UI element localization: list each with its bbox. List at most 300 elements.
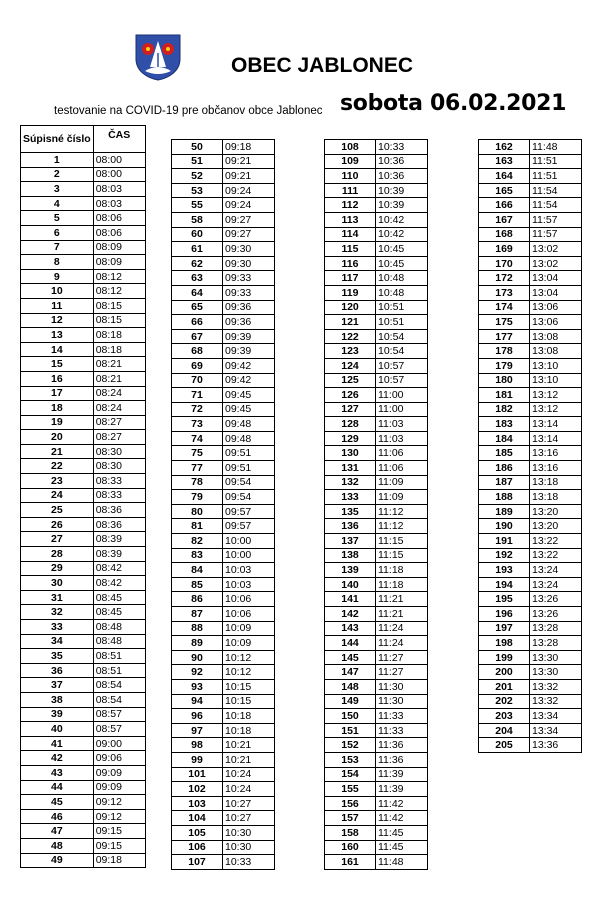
registry-number-cell: 72 xyxy=(172,402,223,417)
table-row xyxy=(479,636,582,651)
table-row xyxy=(172,548,275,563)
table-row xyxy=(479,285,582,300)
registry-number-cell: 101 xyxy=(172,767,223,782)
table-row xyxy=(479,417,582,432)
time-cell: 10:24 xyxy=(223,782,275,797)
registry-number-cell: 88 xyxy=(172,621,223,636)
table-row xyxy=(325,388,428,403)
table-row xyxy=(172,183,275,198)
table-row xyxy=(172,446,275,461)
registry-number-cell: 190 xyxy=(479,519,530,534)
table-row xyxy=(325,679,428,694)
registry-number-cell: 107 xyxy=(172,855,223,870)
table-row xyxy=(325,738,428,753)
table-row xyxy=(479,650,582,665)
table-row xyxy=(21,182,146,197)
time-cell: 13:32 xyxy=(530,694,582,709)
table-row xyxy=(172,607,275,622)
coat-of-arms-logo xyxy=(133,33,183,81)
time-cell: 10:09 xyxy=(223,621,275,636)
registry-number-cell: 71 xyxy=(172,388,223,403)
time-cell: 13:18 xyxy=(530,475,582,490)
table-row xyxy=(325,577,428,592)
table-row xyxy=(21,795,146,810)
registry-number-cell: 174 xyxy=(479,300,530,315)
time-cell: 11:33 xyxy=(376,709,428,724)
registry-number-cell: 186 xyxy=(479,461,530,476)
table-row xyxy=(172,271,275,286)
table-row xyxy=(479,242,582,257)
time-cell: 10:39 xyxy=(376,198,428,213)
registry-number-cell: 132 xyxy=(325,475,376,490)
table-row xyxy=(172,490,275,505)
table-row xyxy=(325,621,428,636)
table-row xyxy=(479,183,582,198)
table-row xyxy=(479,490,582,505)
time-cell: 13:06 xyxy=(530,300,582,315)
registry-number-cell: 93 xyxy=(172,679,223,694)
registry-number-cell: 32 xyxy=(21,605,94,620)
page-title: OBEC JABLONEC xyxy=(231,54,414,77)
registry-number-cell: 117 xyxy=(325,271,376,286)
table-row xyxy=(325,519,428,534)
registry-number-cell: 125 xyxy=(325,373,376,388)
registry-number-cell: 11 xyxy=(21,298,94,313)
table-row xyxy=(325,825,428,840)
registry-number-cell: 127 xyxy=(325,402,376,417)
table-row xyxy=(21,590,146,605)
time-cell: 09:51 xyxy=(223,446,275,461)
registry-number-cell: 90 xyxy=(172,650,223,665)
table-row xyxy=(21,298,146,313)
registry-number-cell: 154 xyxy=(325,767,376,782)
table-row xyxy=(172,140,275,155)
table-row xyxy=(479,402,582,417)
registry-number-cell: 175 xyxy=(479,315,530,330)
table-row xyxy=(172,825,275,840)
time-cell: 10:51 xyxy=(376,300,428,315)
time-cell: 13:26 xyxy=(530,592,582,607)
registry-number-cell: 153 xyxy=(325,752,376,767)
table-row xyxy=(325,840,428,855)
table-row xyxy=(479,723,582,738)
registry-number-cell: 65 xyxy=(172,300,223,315)
registry-number-cell: 89 xyxy=(172,636,223,651)
time-cell: 08:15 xyxy=(93,298,145,313)
time-cell: 10:45 xyxy=(376,256,428,271)
table-row xyxy=(172,592,275,607)
table-row xyxy=(325,140,428,155)
table-row xyxy=(325,373,428,388)
time-cell: 13:16 xyxy=(530,446,582,461)
table-row xyxy=(21,225,146,240)
table-row xyxy=(479,198,582,213)
table-row xyxy=(479,315,582,330)
registry-number-cell: 182 xyxy=(479,402,530,417)
registry-number-cell: 12 xyxy=(21,313,94,328)
time-cell: 09:36 xyxy=(223,300,275,315)
registry-number-cell: 43 xyxy=(21,765,94,780)
time-cell: 08:42 xyxy=(93,576,145,591)
table-row xyxy=(325,183,428,198)
registry-number-cell: 102 xyxy=(172,782,223,797)
table-row xyxy=(325,767,428,782)
time-cell: 08:45 xyxy=(93,605,145,620)
time-cell: 11:15 xyxy=(376,534,428,549)
table-row xyxy=(172,534,275,549)
table-row xyxy=(172,300,275,315)
table-row xyxy=(325,227,428,242)
time-cell: 09:57 xyxy=(223,504,275,519)
registry-number-cell: 184 xyxy=(479,431,530,446)
registry-number-cell: 48 xyxy=(21,838,94,853)
schedule-table-4 xyxy=(478,125,582,753)
registry-number-cell: 138 xyxy=(325,548,376,563)
registry-number-cell: 26 xyxy=(21,517,94,532)
table-row xyxy=(172,358,275,373)
registry-number-cell: 97 xyxy=(172,723,223,738)
registry-number-cell: 122 xyxy=(325,329,376,344)
table-row xyxy=(21,517,146,532)
time-cell: 11:12 xyxy=(376,504,428,519)
time-cell: 13:34 xyxy=(530,709,582,724)
registry-number-cell: 96 xyxy=(172,709,223,724)
time-cell: 09:30 xyxy=(223,242,275,257)
registry-number-cell: 5 xyxy=(21,211,94,226)
table-row xyxy=(21,269,146,284)
table-row xyxy=(172,461,275,476)
registry-number-cell: 92 xyxy=(172,665,223,680)
time-cell: 09:27 xyxy=(223,227,275,242)
table-row xyxy=(325,402,428,417)
registry-number-cell: 10 xyxy=(21,284,94,299)
time-cell: 08:24 xyxy=(93,401,145,416)
table-row xyxy=(21,284,146,299)
registry-number-cell: 23 xyxy=(21,474,94,489)
time-cell: 13:16 xyxy=(530,461,582,476)
time-cell: 09:57 xyxy=(223,519,275,534)
registry-number-cell: 110 xyxy=(325,169,376,184)
registry-number-cell: 123 xyxy=(325,344,376,359)
table-row xyxy=(325,607,428,622)
table-row xyxy=(479,665,582,680)
time-cell: 09:42 xyxy=(223,358,275,373)
registry-number-cell: 15 xyxy=(21,357,94,372)
time-cell: 10:00 xyxy=(223,534,275,549)
time-cell: 13:04 xyxy=(530,271,582,286)
table-row xyxy=(172,373,275,388)
time-cell: 11:45 xyxy=(376,840,428,855)
registry-number-cell: 66 xyxy=(172,315,223,330)
time-cell: 09:54 xyxy=(223,475,275,490)
time-cell: 08:21 xyxy=(93,371,145,386)
registry-number-cell: 38 xyxy=(21,692,94,707)
time-cell: 10:48 xyxy=(376,285,428,300)
registry-number-cell: 150 xyxy=(325,709,376,724)
table-row xyxy=(21,649,146,664)
registry-number-cell: 75 xyxy=(172,446,223,461)
time-cell: 11:00 xyxy=(376,388,428,403)
table-row xyxy=(172,169,275,184)
registry-number-cell: 45 xyxy=(21,795,94,810)
table-row xyxy=(479,212,582,227)
registry-number-cell: 19 xyxy=(21,415,94,430)
registry-number-cell: 164 xyxy=(479,169,530,184)
table-row xyxy=(325,548,428,563)
registry-number-cell: 81 xyxy=(172,519,223,534)
time-cell: 09:48 xyxy=(223,417,275,432)
registry-number-cell: 27 xyxy=(21,532,94,547)
registry-number-cell: 13 xyxy=(21,328,94,343)
table-row xyxy=(479,621,582,636)
registry-number-cell: 7 xyxy=(21,240,94,255)
table-row xyxy=(479,534,582,549)
table-row xyxy=(479,300,582,315)
registry-number-cell: 168 xyxy=(479,227,530,242)
time-cell: 10:54 xyxy=(376,329,428,344)
time-cell: 08:03 xyxy=(93,196,145,211)
registry-number-cell: 61 xyxy=(172,242,223,257)
registry-number-cell: 44 xyxy=(21,780,94,795)
registry-number-cell: 83 xyxy=(172,548,223,563)
time-cell: 08:09 xyxy=(93,240,145,255)
registry-number-cell: 14 xyxy=(21,342,94,357)
registry-number-cell: 1 xyxy=(21,153,94,168)
registry-number-cell: 145 xyxy=(325,650,376,665)
registry-number-cell: 3 xyxy=(21,182,94,197)
table-row xyxy=(479,169,582,184)
registry-number-cell: 144 xyxy=(325,636,376,651)
table-row xyxy=(21,474,146,489)
table-row xyxy=(21,503,146,518)
table-row xyxy=(21,240,146,255)
time-cell: 09:51 xyxy=(223,461,275,476)
time-cell: 09:15 xyxy=(93,824,145,839)
table-row xyxy=(325,665,428,680)
registry-number-cell: 9 xyxy=(21,269,94,284)
time-cell: 13:36 xyxy=(530,738,582,753)
table-row xyxy=(479,519,582,534)
registry-number-cell: 167 xyxy=(479,212,530,227)
registry-number-cell: 165 xyxy=(479,183,530,198)
table-row xyxy=(325,461,428,476)
registry-number-cell: 192 xyxy=(479,548,530,563)
time-cell: 08:51 xyxy=(93,649,145,664)
registry-number-cell: 103 xyxy=(172,796,223,811)
registry-number-cell: 39 xyxy=(21,707,94,722)
time-cell: 11:45 xyxy=(376,825,428,840)
registry-number-cell: 193 xyxy=(479,563,530,578)
table-row xyxy=(172,752,275,767)
table-row xyxy=(21,765,146,780)
time-cell: 11:30 xyxy=(376,694,428,709)
table-row xyxy=(21,211,146,226)
registry-number-cell: 109 xyxy=(325,154,376,169)
registry-number-cell: 187 xyxy=(479,475,530,490)
table-row xyxy=(21,196,146,211)
table-row xyxy=(172,577,275,592)
table-row xyxy=(479,388,582,403)
table-row xyxy=(21,488,146,503)
table-row xyxy=(479,504,582,519)
time-cell: 08:33 xyxy=(93,474,145,489)
registry-number-cell: 197 xyxy=(479,621,530,636)
registry-number-cell: 133 xyxy=(325,490,376,505)
registry-number-cell: 8 xyxy=(21,255,94,270)
registry-number-cell: 163 xyxy=(479,154,530,169)
registry-number-cell: 203 xyxy=(479,709,530,724)
registry-number-cell: 151 xyxy=(325,723,376,738)
time-cell: 11:57 xyxy=(530,227,582,242)
table-row xyxy=(325,475,428,490)
time-cell: 11:12 xyxy=(376,519,428,534)
registry-number-cell: 178 xyxy=(479,344,530,359)
table-row xyxy=(21,444,146,459)
registry-number-cell: 114 xyxy=(325,227,376,242)
table-row xyxy=(479,227,582,242)
table-row xyxy=(479,563,582,578)
time-cell: 09:21 xyxy=(223,169,275,184)
time-cell: 09:33 xyxy=(223,271,275,286)
time-cell: 09:54 xyxy=(223,490,275,505)
time-cell: 13:26 xyxy=(530,607,582,622)
time-cell: 08:57 xyxy=(93,707,145,722)
table-row xyxy=(172,796,275,811)
time-cell: 11:03 xyxy=(376,417,428,432)
time-cell: 13:02 xyxy=(530,256,582,271)
time-cell: 08:18 xyxy=(93,328,145,343)
table-row xyxy=(172,504,275,519)
time-cell: 08:51 xyxy=(93,663,145,678)
registry-number-cell: 157 xyxy=(325,811,376,826)
registry-number-cell: 22 xyxy=(21,459,94,474)
table-row xyxy=(172,344,275,359)
table-header-row xyxy=(21,126,146,153)
registry-number-cell: 53 xyxy=(172,183,223,198)
table-row xyxy=(325,796,428,811)
table-row xyxy=(325,855,428,870)
table-row xyxy=(325,490,428,505)
table-row xyxy=(21,678,146,693)
registry-number-cell: 198 xyxy=(479,636,530,651)
time-cell: 10:03 xyxy=(223,577,275,592)
table-row xyxy=(21,313,146,328)
time-cell: 13:18 xyxy=(530,490,582,505)
time-cell: 09:27 xyxy=(223,212,275,227)
registry-number-cell: 99 xyxy=(172,752,223,767)
table-row xyxy=(479,446,582,461)
registry-number-cell: 147 xyxy=(325,665,376,680)
registry-number-cell: 79 xyxy=(172,490,223,505)
registry-number-cell: 17 xyxy=(21,386,94,401)
time-cell: 08:54 xyxy=(93,678,145,693)
registry-number-cell: 202 xyxy=(479,694,530,709)
table-row xyxy=(479,154,582,169)
table-row xyxy=(479,431,582,446)
time-cell: 10:45 xyxy=(376,242,428,257)
table-row xyxy=(325,256,428,271)
registry-number-cell: 29 xyxy=(21,561,94,576)
table-row xyxy=(21,547,146,562)
registry-number-cell: 158 xyxy=(325,825,376,840)
registry-number-cell: 194 xyxy=(479,577,530,592)
table-row xyxy=(21,605,146,620)
time-cell: 10:06 xyxy=(223,592,275,607)
table-row xyxy=(479,344,582,359)
table-row xyxy=(172,650,275,665)
registry-number-cell: 172 xyxy=(479,271,530,286)
registry-number-cell: 33 xyxy=(21,620,94,635)
table-row xyxy=(172,519,275,534)
registry-number-cell: 58 xyxy=(172,212,223,227)
time-cell: 10:18 xyxy=(223,709,275,724)
registry-number-cell: 116 xyxy=(325,256,376,271)
table-row xyxy=(325,271,428,286)
registry-number-cell: 69 xyxy=(172,358,223,373)
table-row xyxy=(479,140,582,155)
table-row xyxy=(21,853,146,868)
time-cell: 11:48 xyxy=(376,855,428,870)
table-row xyxy=(172,475,275,490)
time-cell: 11:57 xyxy=(530,212,582,227)
registry-number-cell: 135 xyxy=(325,504,376,519)
time-cell: 11:51 xyxy=(530,169,582,184)
registry-number-cell: 47 xyxy=(21,824,94,839)
table-row xyxy=(21,692,146,707)
time-cell: 09:00 xyxy=(93,736,145,751)
time-cell: 10:21 xyxy=(223,738,275,753)
registry-number-cell: 126 xyxy=(325,388,376,403)
time-cell: 09:24 xyxy=(223,183,275,198)
table-row xyxy=(479,738,582,753)
time-cell: 08:30 xyxy=(93,459,145,474)
table-row xyxy=(21,401,146,416)
registry-number-cell: 199 xyxy=(479,650,530,665)
registry-number-cell: 112 xyxy=(325,198,376,213)
table-row xyxy=(172,563,275,578)
time-cell: 10:18 xyxy=(223,723,275,738)
table-row xyxy=(172,621,275,636)
registry-number-cell: 105 xyxy=(172,825,223,840)
table-row xyxy=(325,169,428,184)
registry-number-cell: 170 xyxy=(479,256,530,271)
registry-number-cell: 180 xyxy=(479,373,530,388)
time-cell: 11:33 xyxy=(376,723,428,738)
time-cell: 10:15 xyxy=(223,694,275,709)
registry-number-cell: 106 xyxy=(172,840,223,855)
time-cell: 11:24 xyxy=(376,636,428,651)
registry-number-cell: 111 xyxy=(325,183,376,198)
table-row xyxy=(325,723,428,738)
time-cell: 09:45 xyxy=(223,388,275,403)
time-cell: 08:39 xyxy=(93,532,145,547)
table-row xyxy=(21,459,146,474)
registry-number-cell: 80 xyxy=(172,504,223,519)
registry-number-cell: 130 xyxy=(325,446,376,461)
time-cell: 11:36 xyxy=(376,752,428,767)
time-cell: 08:48 xyxy=(93,634,145,649)
registry-number-cell: 46 xyxy=(21,809,94,824)
time-cell: 09:06 xyxy=(93,751,145,766)
registry-number-cell: 6 xyxy=(21,225,94,240)
table-row xyxy=(479,329,582,344)
registry-number-cell: 177 xyxy=(479,329,530,344)
table-row xyxy=(325,358,428,373)
time-cell: 09:39 xyxy=(223,329,275,344)
table-row xyxy=(479,358,582,373)
event-date: sobota 06.02.2021 xyxy=(340,91,567,116)
time-cell: 11:42 xyxy=(376,796,428,811)
